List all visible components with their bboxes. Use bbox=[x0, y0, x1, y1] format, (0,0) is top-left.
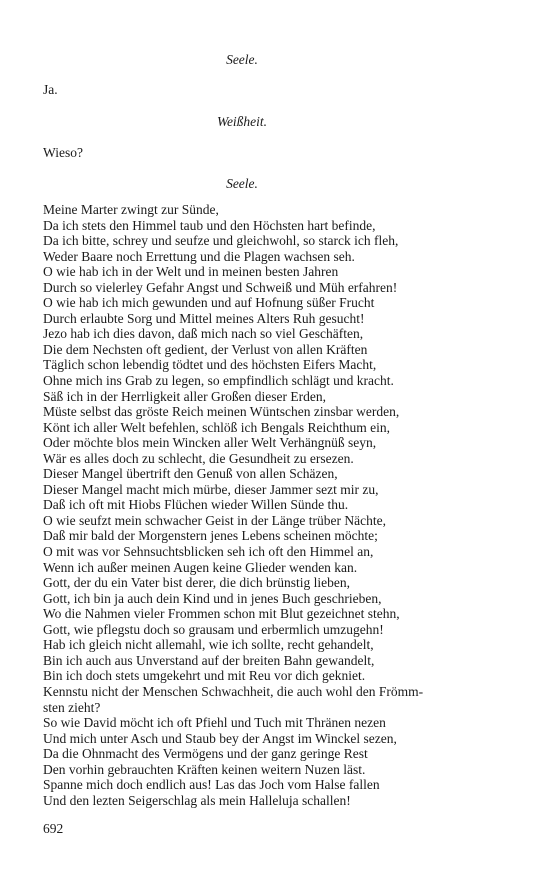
verse-line: O wie seufzt mein schwacher Geist in der Länge trüber Nächte, bbox=[43, 512, 386, 528]
verse-line: Wenn ich außer meinen Augen keine Glieder wenden kan. bbox=[43, 559, 358, 575]
verse-line: Kennstu nicht der Menschen Schwachheit, die auch wohl den Frömm- bbox=[43, 683, 424, 699]
verse-line: Ohne mich ins Grab zu legen, so empfindlich schlägt und kracht. bbox=[43, 373, 394, 389]
verse-line: Könt ich aller Welt befehlen, schlöß ich Bengals Reichthum ein, bbox=[43, 419, 390, 435]
verse-line: Müste selbst das gröste Reich meinen Wüntschen zinsbar werden, bbox=[43, 404, 400, 420]
verse-line: Gott, der du ein Vater bist derer, die dich brünstig lieben, bbox=[43, 575, 351, 591]
verse-line: Spanne mich doch endlich aus! Las das Joch vom Halse fallen bbox=[43, 777, 380, 793]
speaker-heading: Seele. bbox=[226, 52, 258, 67]
speaker-heading: Weißheit. bbox=[216, 114, 268, 129]
verse-line: Daß mir bald der Morgenstern jenes Lebens scheinen möchte; bbox=[43, 528, 378, 544]
verse-line: So wie David möcht ich oft Pfiehl und Tuch mit Thränen nezen bbox=[43, 715, 386, 731]
verse-line: Säß ich in der Herrligkeit aller Großen dieser Erden, bbox=[43, 388, 327, 404]
page-number: 692 bbox=[43, 821, 64, 836]
verse-line: Bin ich auch aus Unverstand auf der breiten Bahn gewandelt, bbox=[43, 652, 375, 668]
verse-line: Und mich unter Asch und Staub bey der Angst im Winckel sezen, bbox=[43, 730, 397, 746]
verse-line: Jezo hab ich dies davon, daß mich nach so viel Geschäften, bbox=[43, 326, 364, 342]
poem-body bbox=[43, 202, 423, 808]
verse-line: Gott, ich bin ja auch dein Kind und in jenes Buch geschrieben, bbox=[43, 590, 382, 606]
verse-line: Durch erlaubte Sorg und Mittel meines Alters Ruh gesucht! bbox=[43, 310, 365, 326]
verse-line: O wie hab ich in der Welt und in meinen besten Jahren bbox=[43, 264, 339, 280]
reply-line: Ja. bbox=[43, 82, 58, 97]
verse-line: Weder Baare noch Errettung und die Plagen wachsen seh. bbox=[43, 248, 355, 264]
verse-line: Da ich stets den Himmel taub und den Höchsten hart befinde, bbox=[43, 217, 376, 233]
verse-line: O wie hab ich mich gewunden und auf Hofnung süßer Frucht bbox=[43, 295, 375, 311]
verse-line: Und den lezten Seigerschlag als mein Halleluja schallen! bbox=[43, 792, 351, 808]
verse-line: Bin ich doch stets umgekehrt und mit Reu vor dich gekniet. bbox=[43, 668, 366, 684]
verse-line: Durch so vielerley Gefahr Angst und Schweiß und Müh erfahren! bbox=[43, 279, 398, 295]
verse-line: Meine Marter zwingt zur Sünde, bbox=[43, 202, 219, 217]
verse-line: Wär es alles doch zu schlecht, die Gesundheit zu ersezen. bbox=[43, 450, 354, 466]
speaker-heading: Seele. bbox=[226, 176, 258, 191]
verse-line: O mit was vor Sehnsuchtsblicken seh ich oft den Himmel an, bbox=[43, 544, 374, 560]
verse-line: Wo die Nahmen vieler Frommen schon mit Blut gezeichnet stehn, bbox=[43, 606, 400, 622]
verse-line: Da ich bitte, schrey und seufze und gleichwohl, so starck ich fleh, bbox=[43, 233, 399, 249]
verse-line: Hab ich gleich nicht allemahl, wie ich sollte, recht gehandelt, bbox=[43, 637, 374, 653]
verse-line: Da die Ohnmacht des Vermögens und der ganz geringe Rest bbox=[43, 746, 368, 762]
verse-line: Dieser Mangel macht mich mürbe, dieser Jammer sezt mir zu, bbox=[43, 481, 379, 497]
verse-line: Den vorhin gebrauchten Kräften keinen weitern Nuzen läst. bbox=[43, 761, 366, 777]
verse-line: sten zieht? bbox=[43, 699, 101, 715]
reply-line: Wieso? bbox=[43, 145, 83, 160]
verse-line: Oder möchte blos mein Wincken aller Welt Verhängnüß seyn, bbox=[43, 435, 377, 451]
verse-line: Täglich schon lebendig tödtet und des höchsten Eifers Macht, bbox=[43, 357, 377, 373]
verse-line: Gott, wie pflegstu doch so grausam und erbermlich umzugehn! bbox=[43, 621, 384, 637]
verse-line: Daß ich oft mit Hiobs Flüchen wieder Willen Sünde thu. bbox=[43, 497, 349, 513]
verse-line: Die dem Nechsten oft gedient, der Verlust von allen Kräften bbox=[43, 341, 368, 357]
verse-line: Dieser Mangel übertrift den Genuß von allen Schäzen, bbox=[43, 466, 338, 482]
